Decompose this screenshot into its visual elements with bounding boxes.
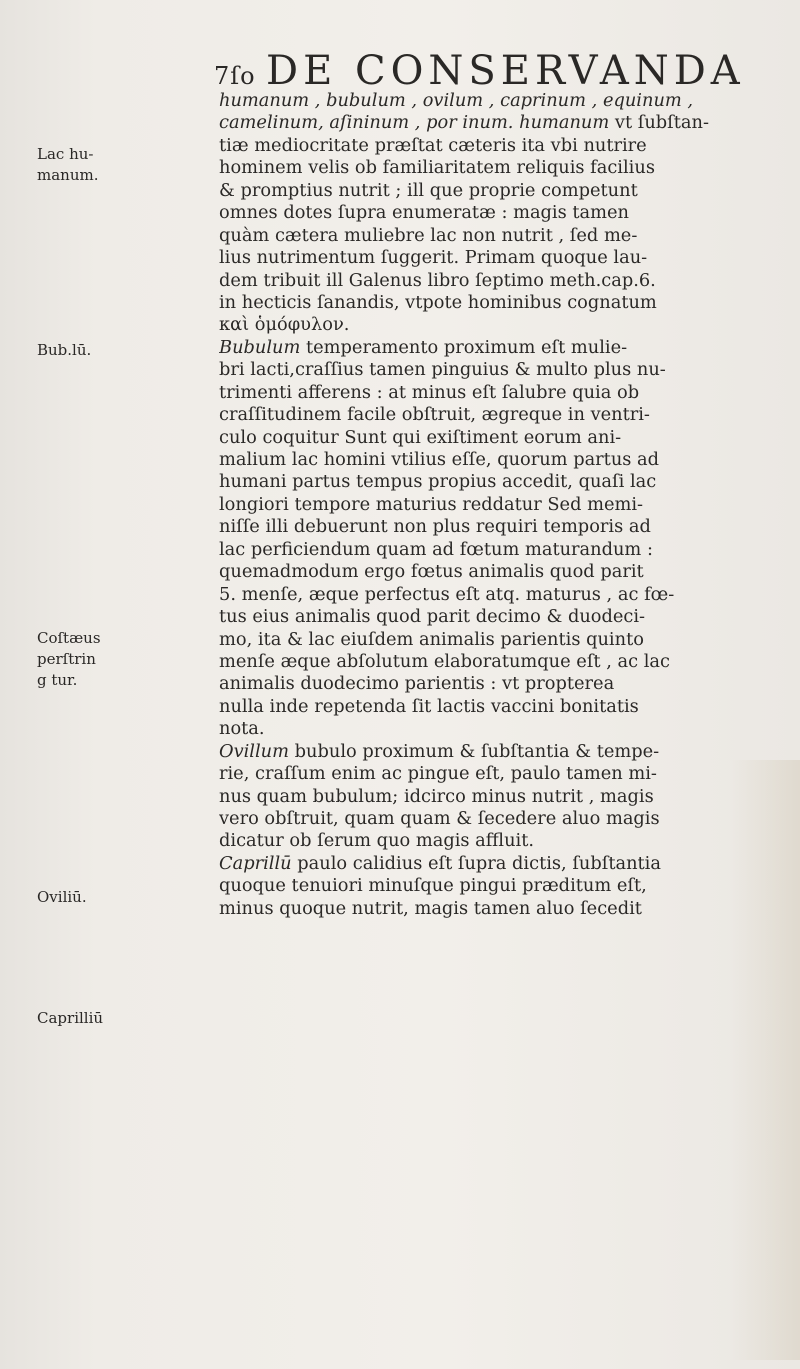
body-text [219,90,796,920]
text-line [219,225,796,247]
line-text: 5. menſe, æque perfectus eſt atq. maturus , ac fœ- [219,583,675,605]
line-text: trimenti afferens : at minus eſt ſalubre quia ob [219,381,640,403]
text-line [219,741,796,763]
text-line [219,808,796,830]
text-line [219,696,796,718]
text-line [219,673,796,695]
text-line [219,382,796,404]
text-line [219,202,796,224]
text-line [219,539,796,561]
text-line [219,359,796,381]
margin-note-line: Caprilliū [37,1009,104,1027]
line-text: bubulo proximum & ſubſtantia & tempe- [289,740,660,762]
text-line [219,763,796,785]
text-line [219,270,796,292]
line-text: bri lacti,craſſius tamen pinguius & multo plus nu- [219,359,666,381]
margin-note-lac-humanum [37,144,98,186]
line-text: animalis duodecimo parientis : vt propterea [219,673,615,695]
line-text: καὶ ὁμόφυλον. [219,314,350,336]
line-text: quàm cætera muliebre lac non nutrit , ſed me- [219,224,638,246]
line-text: menſe æque abſolutum elaboratumque eſt , ac lac [219,650,670,672]
margin-note-costaeus [37,628,101,691]
text-line [219,651,796,673]
text-line [219,786,796,808]
text-line [219,898,796,920]
text-line [219,404,796,426]
line-text: craſſitudinem facile obſtruit, ægreque in ventri- [219,404,650,426]
text-line [219,561,796,583]
text-line [219,449,796,471]
text-line [219,629,796,651]
margin-note-bubulum [37,340,91,361]
page-header [214,48,745,96]
text-line [219,718,796,740]
line-italic-lead: Caprillū [219,852,292,874]
text-line [219,875,796,897]
line-italic-lead: Ovillum [219,740,289,762]
text-line [219,90,796,112]
line-text: hominem velis ob familiaritatem reliquis facilius [219,157,655,179]
margin-note-line: Bub.lū. [37,341,92,359]
line-text: tus eius animalis quod parit decimo & duodeci- [219,606,646,628]
line-text: longiori tempore maturius reddatur Sed memi- [219,493,644,515]
margin-note-line: manum. [37,166,99,184]
margin-note-line: perſtrin [37,650,96,668]
running-title: DE CONSERVANDA [266,48,745,94]
text-line [219,337,796,359]
marginalia [0,0,104,1369]
text-line [219,494,796,516]
text-line [219,516,796,538]
line-text: quemadmodum ergo fœtus animalis quod parit [219,561,644,583]
line-text: minus quoque nutrit, magis tamen aluo ſecedit [219,897,642,919]
line-text: nota. [219,718,265,740]
text-line [219,584,796,606]
line-text: in hecticis ſanandis, vtpote hominibus cognatum [219,291,657,313]
line-text: temperamento proximum eſt mulie- [300,336,628,358]
text-line [219,112,796,134]
text-line [219,292,796,314]
line-italic-lead: camelinum, aſininum , por inum. humanum [219,112,610,134]
line-text: dicatur ob ſerum quo magis affluit. [219,830,535,852]
line-text: lac perficiendum quam ad fœtum maturandum : [219,538,653,560]
line-text: culo coquitur Sunt qui exiſtiment eorum ani- [219,426,622,448]
text-line [219,471,796,493]
line-text: lius nutrimentum ſuggerit. Primam quoque lau- [219,247,648,269]
margin-note-line: Oviliū. [37,888,87,906]
line-text: quoque tenuiori minuſque pingui præditum eſt, [219,875,647,897]
text-line [219,157,796,179]
line-italic-lead: Bubulum [219,336,301,358]
line-text: omnes dotes ſupra enumeratæ : magis tamen [219,202,629,224]
margin-note-ovilium [37,887,87,908]
line-text: mo, ita & lac eiuſdem animalis parientis quinto [219,628,644,650]
text-line [219,606,796,628]
line-text: tiæ mediocritate præſtat cæteris ita vbi nutrire [219,134,647,156]
text-line [219,427,796,449]
line-text: paulo calidius eſt ſupra dictis, ſubſtantia [291,852,661,874]
line-text: nulla inde repetenda ſit lactis vaccini bonitatis [219,695,639,717]
margin-note-line: Lac hu- [37,145,94,163]
line-text: nus quam bubulum; idcirco minus nutrit , magis [219,785,654,807]
line-text: humani partus tempus propius accedit, quaſi lac [219,471,657,493]
line-text: malium lac homini vtilius eſſe, quorum partus ad [219,449,660,470]
line-text: rie, craſſum enim ac pingue eſt, paulo tamen mi- [219,763,657,785]
margin-note-line: g tur. [37,671,78,689]
text-line [219,314,796,336]
line-text: & promptius nutrit ; ill que proprie competunt [219,179,638,201]
line-italic-lead: humanum , bubulum , ovilum , caprinum , equinum , [219,90,694,111]
text-line [219,853,796,875]
line-text: vt ſubſtan- [609,112,709,134]
page-number: 7ſo [214,62,256,90]
line-text: niſſe illi debuerunt non plus requiri temporis ad [219,516,651,538]
text-line [219,135,796,157]
line-text: dem tribuit ill Galenus libro ſeptimo meth.cap.6. [219,269,656,291]
margin-note-caprillium [37,1008,103,1029]
text-line [219,180,796,202]
line-text: vero obſtruit, quam quam & ſecedere aluo magis [219,808,660,829]
text-line [219,247,796,269]
margin-note-line: Coſtæus [37,629,101,647]
text-line [219,830,796,852]
